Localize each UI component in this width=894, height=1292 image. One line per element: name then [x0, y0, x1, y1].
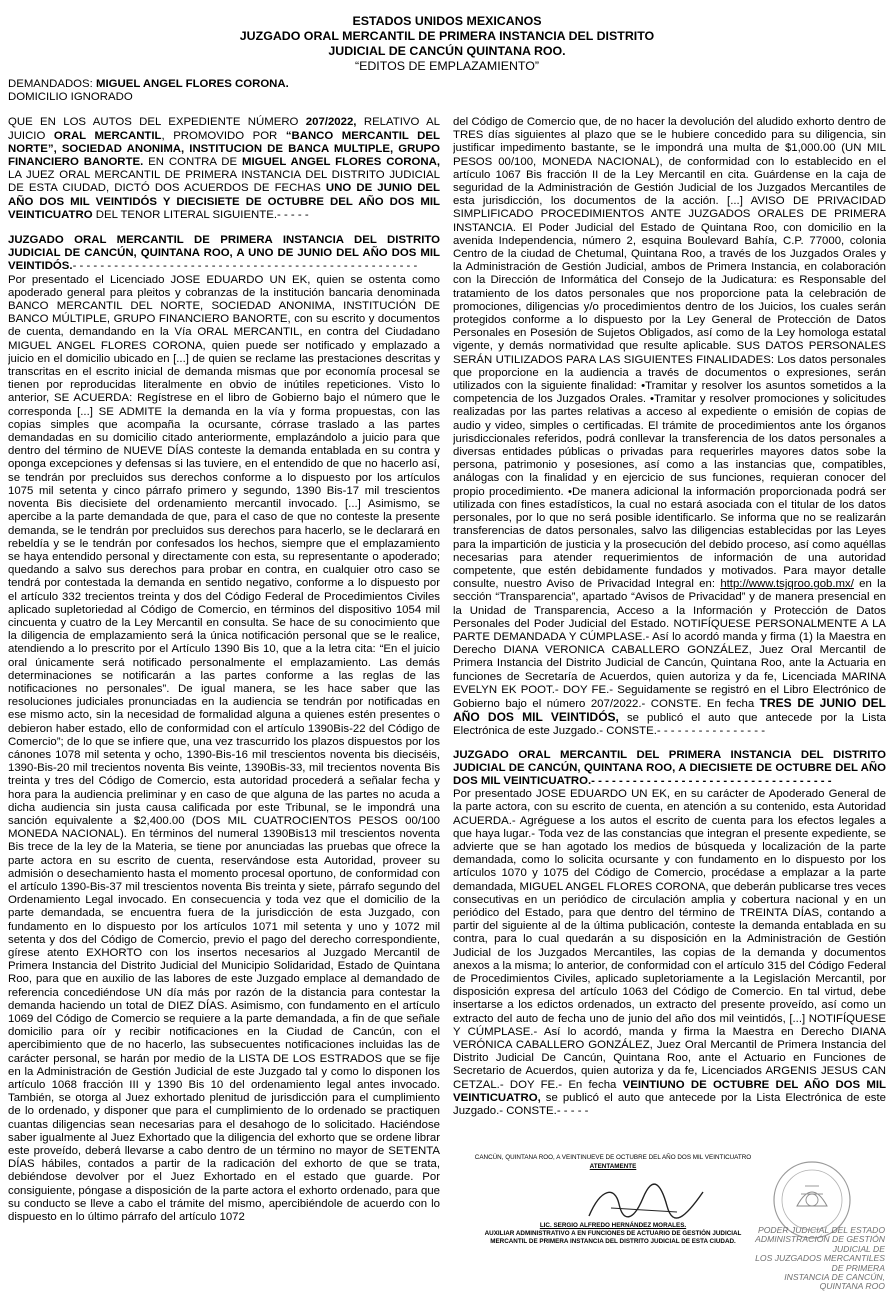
header-country: ESTADOS UNIDOS MEXICANOS: [352, 14, 542, 28]
signatory-name: LIC. SERGIO ALFREDO HERNÁNDEZ MORALES.: [539, 1222, 687, 1229]
section2-title: JUZGADO ORAL MERCANTIL DEL PRIMERA INSTANCIA DEL DISTRITO JUDICIAL DE CANCÚN, QUINTANA ROO, A DIECISIETE DE OCTUBRE DEL AÑO DOS MIL VEINTICUATRO.- - - - - - - - - - - - - - - - - - - - - - - - - - - - - - - - - - -: [453, 748, 886, 787]
right-column-content: [453, 116, 886, 1146]
section2-body: Por presentado JOSE EDUARDO UN EK, en su carácter de Apoderado General de la parte actora, con su escrito de cuenta, en atención a su contenido, esta Autoridad ACUERDA.- Agréguese a los autos el escrito de cuenta para los efectos legales a que haya lugar.- Toda vez de las constancias que integran el presente expediente, se advierte que se han agotado los medios de búsqueda y localización de la parte demandada, como lo solicita ocursante y con fundamento en lo dispuesto por los artículos 1070 y 1075 del Código de Comercio, procédase a emplazar a la parte demandada, MIGUEL ANGEL FLORES CORONA, que deberán publicarse tres veces consecutivas en un periódico de circulación amplia y cobertura nacional y en un periódico del Estado, para que dentro del término de TREINTA DÍAS, contando a partir del siguiente al de la última publicación, conteste la demanda entablada en su contra, para lo cual quedarán a su disposición en la Administración de Gestión Judicial de los Juzgados Mercantiles, las copias de la demanda y documentos anexos a la misma; lo anterior, de conformidad con el artículo 315 del Código Federal de Procedimientos Civiles, aplicado supletoriamente a la Legislación Mercantil, por disposición expresa del artículo 1063 del Código de Comercio. En tal virtud, debe insertarse a los edictos ordenados, un extracto del presente proveído, así como un extracto del auto de fecha uno de junio del año dos mil veintidós, [...] NOTIFÍQUESE Y CÚMPLASE.- Así lo acordó, manda y firma la Maestra en Derecho DIANA VERÓNICA CABALLERO GONZÁLEZ, Juez Oral Mercantil de Primera Instancia del Distrito Judicial De Cancún, Quintana Roo, ante el Actuario en Funciones de Secretario de Acuerdos, quien autoriza y da fe, Licenciados ARGENIS JESUS CAN CETZAL.- DOY FE.- En fecha VEINTIUNO DE OCTUBRE DEL AÑO DOS MIL VEINTICUATRO, se publicó el auto que antecede por la Lista Electrónica de este Juzgado.- CONSTE.- - - - -: [453, 788, 886, 1118]
footer-atentamente: ATENTAMENTE: [589, 1163, 637, 1170]
demandados-label: DEMANDADOS:: [8, 78, 96, 90]
section1-body-left: Por presentado el Licenciado JOSE EDUARDO UN EK, quien se ostenta como apoderado general para pleitos y cobranzas de la institución bancaria denominada BANCO MERCANTIL DEL NORTE, SOCIEDAD ANONIMA, INSTITUCIÓN DE BANCO MÚLTIPLE, GRUPO FINANCIERO BANORTE, con su escrito y documentos de cuenta, demandando en la Vía ORAL MERCANTIL, en contra del Ciudadano MIGUEL ANGEL FLORES CORONA, quien puede ser notificado y emplazado a juicio en el domicilio ubicado en [...] de quien se reclame las prestaciones descritas y transcritas en el escrito inicial de demanda mismas que por economía procesal se tienen por reproducidas literalmente en obvio de inútiles repeticiones. Visto lo anterior, SE ACUERDA: Regístrese en el libro de Gobierno bajo el número que le corresponda [...] SE ADMITE la demanda en la vía y forma propuestas, con las copias simples que acompaña la ocursante, córrase traslado a las partes demandadas en su domicilio citado anteriormente, emplazándolo a juicio para que dentro del término de NUEVE DÍAS conteste la demanda entablada en su contra y oponga excepciones y defensas si las tuviere, en el entendido de que no hacerlo así, se tendrán por precluidos sus derechos conforme a lo dispuesto por los artículos 1075 mil setenta y cinco párrafo primero y segundo, 1390 Bis-17 mil trescientos noventa Bis diecisiete del ordenamiento mercantil invocado. [...] Asimismo, se apercibe a la parte demandada de que, para el caso de que no conteste la presente demanda, se le tendrán por precluidos sus derechos para hacerlo, se le declarará en rebeldía y se le tendrán por confesados los hechos, siempre que el emplazamiento se haya entendido personal y directamente con esta, su representante o apoderado; quedando a salvo sus derechos para probar en contra, en cualquier otro caso se tendrá por contestada la demanda en sentido negativo, conforme a lo dispuesto por el artículo 332 trecientos treinta y dos del Código Federal de Procedimientos Civiles aplicado supletoriedad al Código de Comercio, en términos del dispositivo 1054 mil cincuenta y cuatro de la Ley Mercantil en consulta. Se hace de su conocimiento que la diligencia de emplazamiento será la única notificación personal que se le realice, atendiendo a lo prescrito por el Artículo 1390 Bis 10, que a la letra cita: “En el juicio oral únicamente será notificado personalmente el emplazamiento. Las demás determinaciones se notificarán a las partes conforme a las reglas de las notificaciones no personales”. De igual manera, se les hace saber que las resoluciones judiciales pronunciadas en la audiencia se tendrán por notificadas en ese mismo acto, sin la necesidad de formalidad alguna a quienes estén presentes o debieron haber estado, ello de conformidad con el artículo 1390Bis-22 del Código de Comercio”; de lo que se infiere que, una vez trascurrido los plazos dispuestos por los cánones 1078 mil setenta y ocho, 1390-Bis-16 mil trescientos noventa bis dieciséis, 1390-Bis-20 mil trecientos noventa Bis veinte, 1390Bis-33, mil trecientos noventa Bis treinta y tres del Código de Comercio, esta autoridad procederá a señalar fecha y hora para la audiencia preliminar y en caso de que alguna de las partes no acuda a dicha audiencia sin justa causa calificada por este Tribunal, se le impondrá una sanción equivalente a $2,400.00 (DOS MIL CUATROCIENTOS PESOS 00/100 MONEDA NACIONAL). En términos del numeral 1390Bis13 mil trescientos noventa Bis trece de la ley de la Materia, se tiene por anunciadas las pruebas que ofrece la parte actora en su escrito de cuenta, reservándose esta Autoridad, proveer su admisión o desechamiento hasta el momento procesal oportuno, de conformidad con el artículo 1390-Bis-37 mil trescientos noventa Bis treinta y siete, párrafo segundo del Ordenamiento Legal invocado. En consecuencia y toda vez que el domicilio de la parte demandada, se encuentra fuera de la jurisdicción de esta Juzgado, con fundamento en lo dispuesto por los artículos 1071 mil setenta y uno y 1072 mil setenta y dos del Código de Comercio, previo el pago del derecho correspondiente, gírese atento EXHORTO con los insertos necesarios al Juzgado Mercantil de Primera Instancia del Distrito Judicial del Municipio Solidaridad, Estado de Quintana Roo, para que en auxilio de las labores de este Juzgado emplace al demandado de referencia concediéndose UN día más por razón de la distancia para contestar la demanda haciendo un total de DIEZ DÍAS. Asimismo, con fundamento en el artículo 1069 del Código de Comercio se requiere a la parte demandada, a fin de que señale domicilio para oír y recibir notificaciones en la Ciudad de Cancún, con el apercibimiento que de no hacerlo, las subsecuentes notificaciones incluidas las de carácter personal, se harán por medio de la LISTA DE LOS ESTRADOS que se fije en la Administración de Gestión Judicial de este Juzgado tal y como lo disponen los artículo 1068 fracción III y 1390 Bis 10 del ordenamiento legal antes invocado. También, se otorga al Juez exhortado plenitud de jurisdicción para el cumplimiento de lo ordenado, y disponer que para el cumplimiento de lo ordenado se practiquen cuantas diligencias sean necesarias para el desahogo de lo solicitado. Haciéndose saber igualmente al Juez Exhortado que la diligencia del exhorto que se ordene librar este proveído, deberá llevarse a cabo dentro de un término no mayor de SETENTA DÍAS hábiles, contados a partir de la radicación del exhorto de que se trata, debiéndose devolver por el Juez Exhortado en el estado que guarde. Por consiguiente, póngase a disposición de la parte actora el exhorto ordenado, para que su conducto se lleve a cabo el trámite del mismo, apercibiéndole de acuerdo con lo dispuesto en lo último párrafo del artículo 1072: [8, 273, 440, 1224]
signatory-info: [453, 1222, 773, 1246]
footer-place-date: CANCÚN, QUINTANA ROO, A VEINTINUEVE DE OCTUBRE DEL AÑO DOS MIL VEINTICUATRO: [474, 1154, 752, 1161]
signatory-role: AUXILIAR ADMINISTRATIVO A EN FUNCIONES DE ACTUARIO DE GESTIÓN JUDICIAL: [484, 1230, 742, 1237]
court-stamp-text: PODER JUDICIAL DEL ESTADO ADMINISTRACIÓN DE GESTIÓN JUDICIAL DE LOS JUZGADOS MERCANTILES DE PRIMERA INSTANCIA DE CANCÚN, QUINTANA ROO: [755, 1225, 885, 1292]
header-district: JUDICIAL DE CANCÚN QUINTANA ROO.: [328, 44, 566, 58]
header-court: JUZGADO ORAL MERCANTIL DE PRIMERA INSTANCIA DEL DISTRITO: [239, 29, 655, 43]
section1-title: JUZGADO ORAL MERCANTIL DE PRIMERA INSTANCIA DEL DISTRITO JUDICIAL DE CANCÚN, QUINTANA ROO, A UNO DE JUNIO DEL AÑO DOS MIL VEINTIDÓS.- - - - - - - - - - - - - - - - - - - - - - - - - - - - - - - - - - - - - - - - - - - - - - - - - -: [8, 234, 440, 273]
signatory-court: MERCANTIL DE PRIMERA INSTANCIA DEL DISTRITO JUDICIAL DE ESTA CIUDAD.: [490, 1238, 736, 1245]
handwritten-signature-icon: [581, 1178, 711, 1228]
left-column: [8, 78, 440, 1270]
document-header: [0, 14, 894, 74]
header-edict-type: “EDITOS DE EMPLAZAMIENTO”: [354, 59, 540, 73]
intro-paragraph: QUE EN LOS AUTOS DEL EXPEDIENTE NÚMERO 207/2022, RELATIVO AL JUICIO ORAL MERCANTIL, PROMOVIDO POR “BANCO MERCANTIL DEL NORTE”, SOCIEDAD ANONIMA, INSTITUCION DE BANCA MULTIPLE, GRUPO FINANCIERO BANORTE. EN CONTRA DE MIGUEL ANGEL FLORES CORONA, LA JUEZ ORAL MERCANTIL DE PRIMERA INSTANCIA DEL DISTRITO JUDICIAL DE ESTA CIUDAD, DICTÓ DOS ACUERDOS DE FECHAS UNO DE JUNIO DEL AÑO DOS MIL VEINTIDÓS Y DIECISIETE DE OCTUBRE DEL AÑO DOS MIL VEINTICUATRO DEL TENOR LITERAL SIGUIENTE.- - - - -: [8, 116, 440, 221]
demandados-name: MIGUEL ANGEL FLORES CORONA.: [95, 78, 289, 90]
signature-block: [453, 1150, 886, 1292]
domicilio-line: DOMICILIO IGNORADO: [8, 91, 133, 104]
privacy-link[interactable]: http://www.tsjqroo.gob.mx/: [720, 578, 854, 591]
section1-body-right: del Código de Comercio que, de no hacer la devolución del aludido exhorto dentro de TRES días siguientes al plazo que se le hubiere concedido para su diligencia, sin justificar impedimento bastante, se le impondrá una multa de $1,000.00 (UN MIL PESOS 00/100, MONEDA NACIONAL), de conformidad con lo establecido en el artículo 1067 Bis fracción II de la Ley Mercantil en cita. Guárdense en la caja de seguridad de la Administración de Gestión Judicial de los Juzgados Mercantiles de esta jurisdicción, los documentos de la acción. [...] AVISO DE PRIVACIDAD SIMPLIFICADO PROCEDIMIENTOS ANTE JUZGADOS ORALES DE PRIMERA INSTANCIA. El Poder Judicial del Estado de Quintana Roo, con domicilio en la avenida Independencia, número 2, esquina Boulevard Bahía, C.P. 77000, colonia Centro de la ciudad de Chetumal, Quintana Roo, a través de los Juzgados Orales y la Administración de Gestión Judicial, ambos de Primera Instancia, en colaboración con la Dirección de Informática del Consejo de la Judicatura: es Responsable del tratamiento de los datos personales que nos proporcione pata la celebración de promociones, diligencias y/o procedimientos dentro de los Juicios, los cuales serán protegidos conforme a lo dispuesto por la Ley General de Protección de Datos Personales en Posesión de Sujetos Obligados, así como de la Ley homologa estatal vigente, y demás normatividad que resulte aplicable. SUS DATOS PERSONALES SERÁN UTILIZADOS PARA LAS SIGUIENTES FINALIDADES: Los datos personales que proporcione en la audiencia a través de documentos o expresiones, serán utilizados con la siguiente finalidad: •Tramitar y resolver los asuntos sometidos a la competencia de los Juzgados Orales. •Tramitar y resolver promociones y solicitudes realizadas por las partes relativas a acceso al expediente o emisión de copias de audio y video, simples o certificadas. El trámite de procedimientos ante los órganos jurisdiccionales referidos, podrá conllevar la transferencia de los datos personales a diversas entidades públicas o privadas para requerirles mayores datos sobe la persona, patrimonio y posesiones, así como a las instancias que, compatibles, análogas con la finalidad y en ejercicio de sus funciones, requieran conocer del propio procedimiento. •De manera adicional la información proporcionada podrá ser utilizada con fines estadísticos, la cual no estará asociada con el titular de los datos personales, por lo que no será posible identificarlo. Se informa que no se realizarán transferencias de datos personales, salvo las diligencias establecidas por las Leyes para la impartición de justicia y la prosecución del debido proceso, así como aquéllas necesarias para atender requerimientos de información de una autoridad competente, que estén debidamente fundados y motivados. Para mayor detalle consulte, nuestro Aviso de Privacidad Integral en: http://www.tsjqroo.gob.mx/ en la sección “Transparencia”, apartado “Avisos de Privacidad” y de manera presencial en la Unidad de Transparencia, Acceso a la Información y Protección de Datos Personales del Poder Judicial del Estado. NOTIFÍQUESE PERSONALMENTE A LA PARTE DEMANDADA Y CÚMPLASE.- Así lo acordó manda y firma (1) la Maestra en Derecho DIANA VERONICA CABALLERO GONZÁLEZ, Juez Oral Mercantil de Primera Instancia del Distrito Judicial de Cancún, Quintana Roo, ante la Actuaria en funciones de Secretaría de Acuerdos, quien autoriza y da fe, Licenciada MARINA EVELYN EK POOT.- DOY FE.- Seguidamente se registró en el Libro Electrónico de Gobierno bajo el número 207/2022.- CONSTE. En fecha TRES DE JUNIO DEL AÑO DOS MIL VEINTIDÓS, se publicó el auto que antecede por la Lista Electrónica de este Juzgado.- CONSTE.- - - - - - - - - - - - - - - -: [453, 116, 886, 738]
demandados-line: [8, 78, 440, 91]
